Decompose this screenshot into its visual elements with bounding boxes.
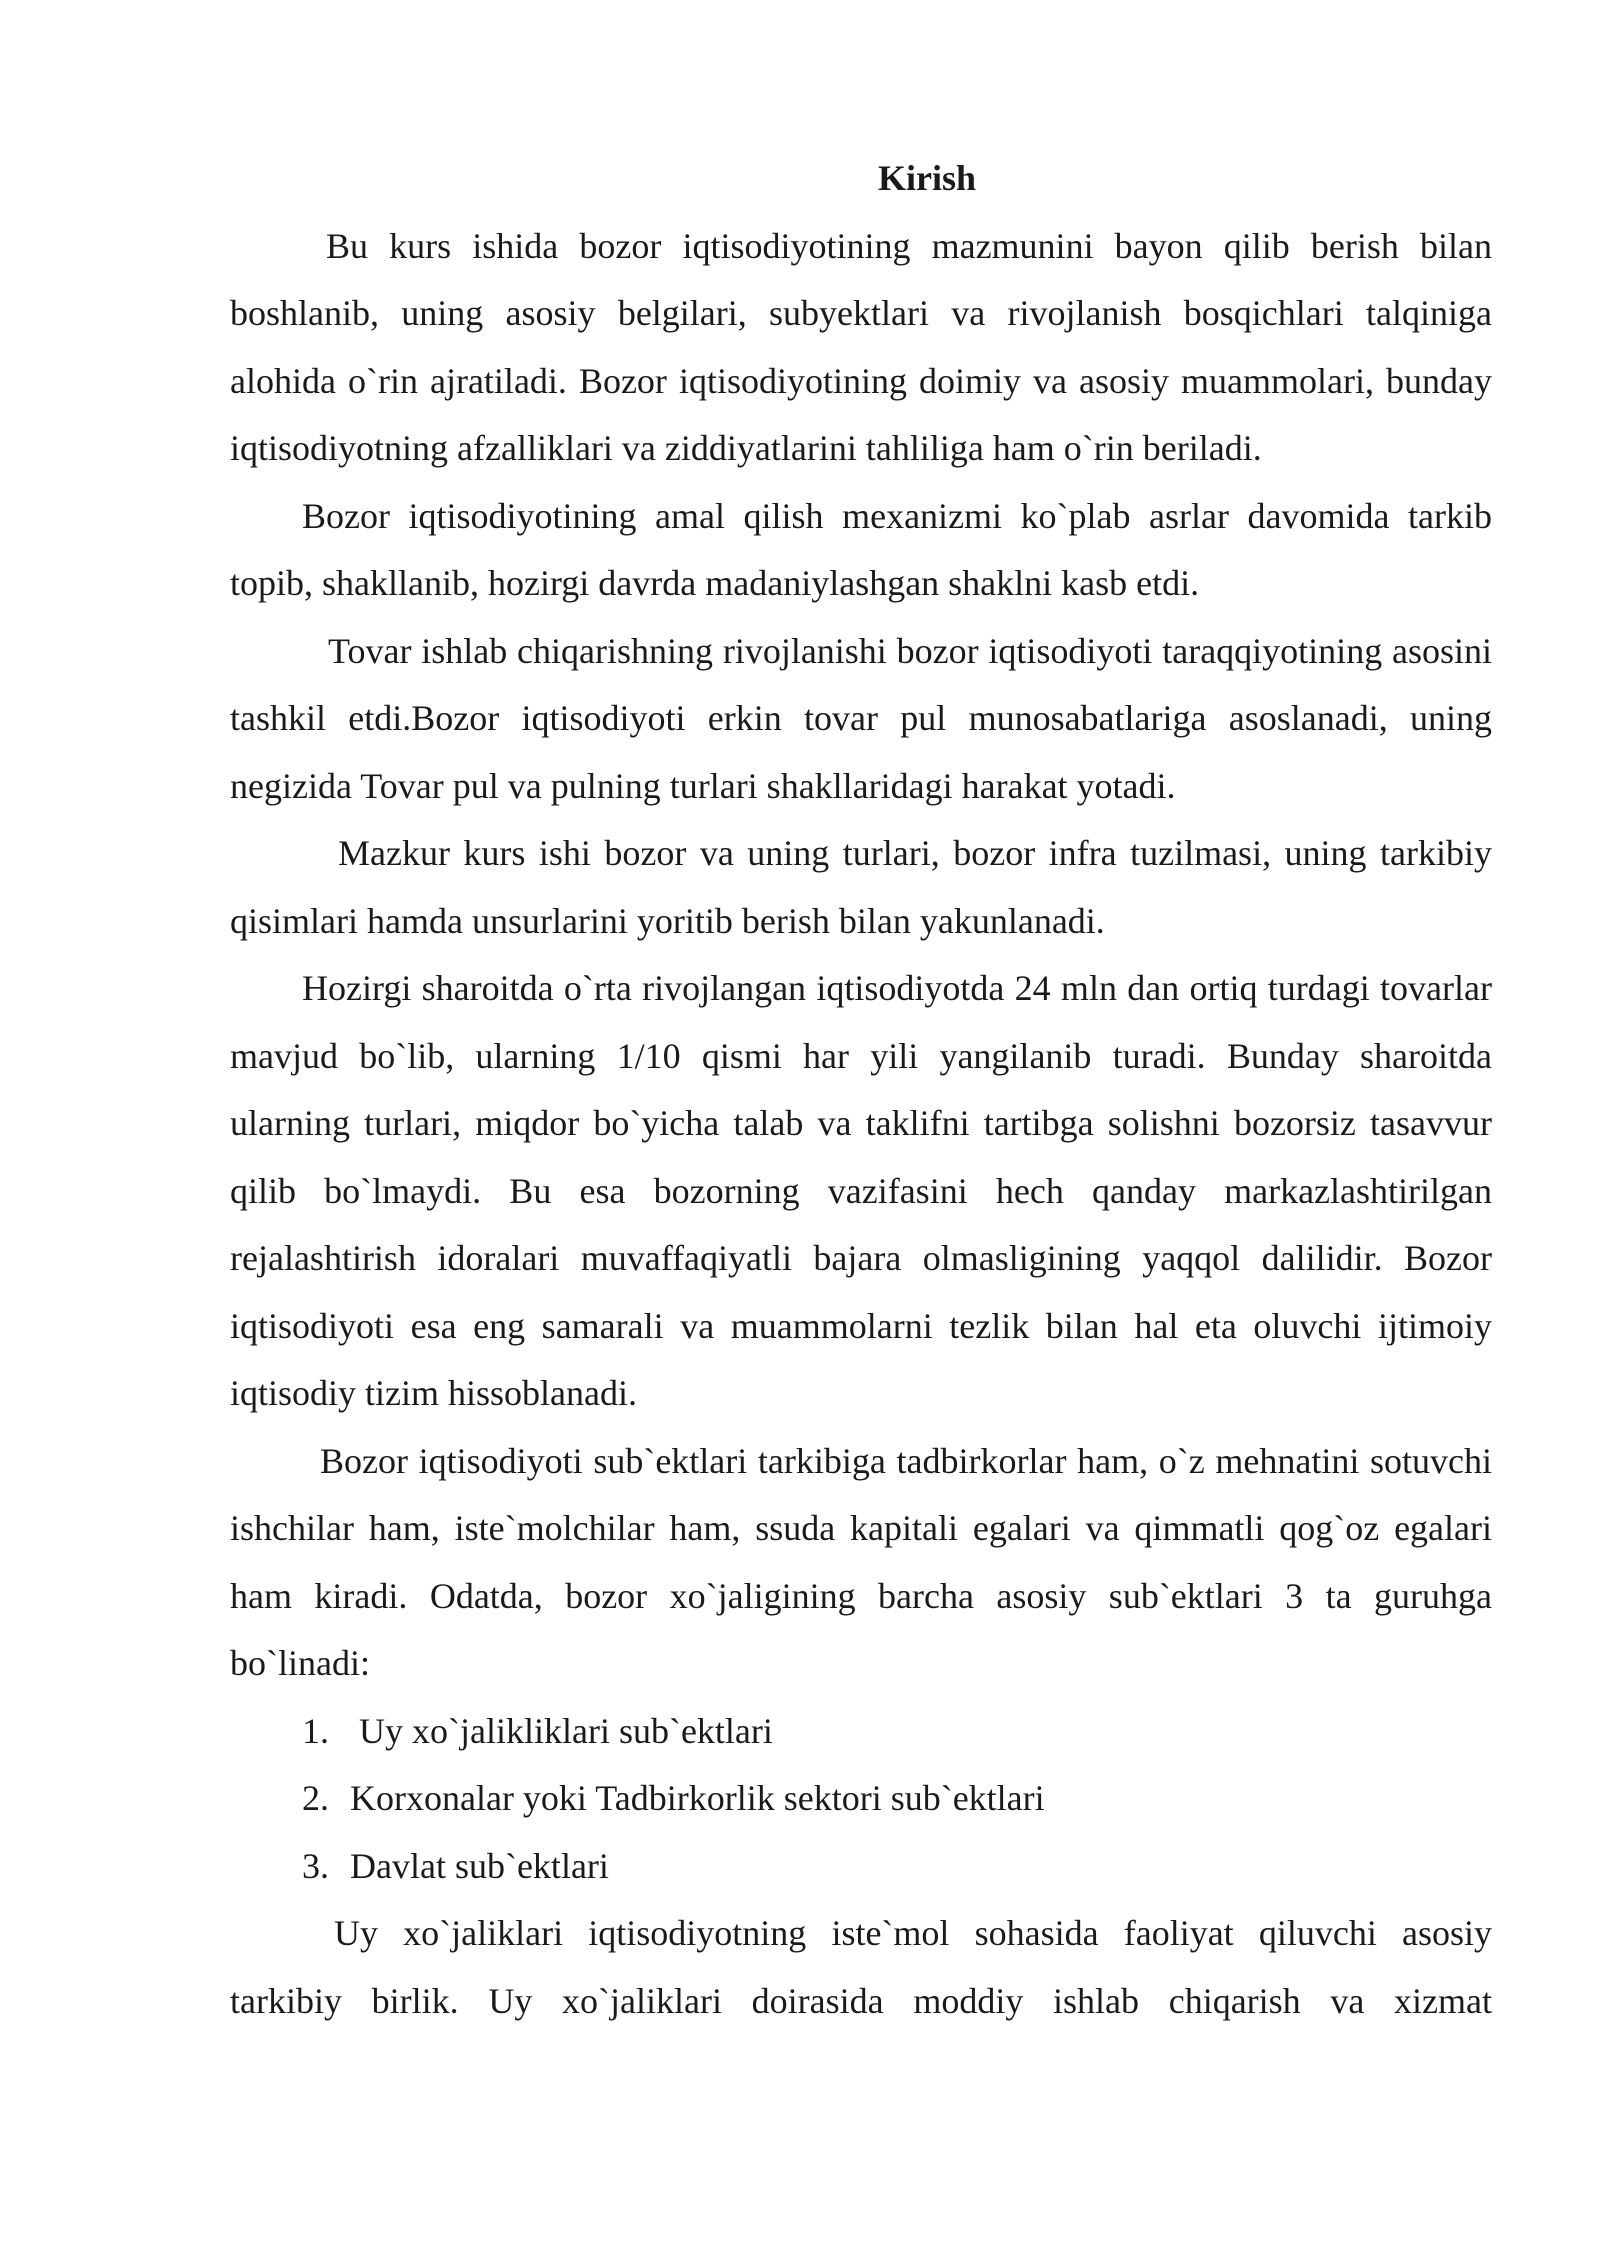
list-item: [230, 1698, 1492, 1766]
list-item: [230, 1765, 1492, 1833]
paragraph: Bu kurs ishida bozor iqtisodiyotining mazmunini bayon qilib berish bilan boshlanib, uning asosiy belgilari, subyektlari va rivojlanish bosqichlari talqiniga alohida o`rin ajratiladi. Bozor iqtisodiyotining doimiy va asosiy muammolari, bunday iqtisodiyotning afzalliklari va ziddiyatlarini tahliliga ham o`rin beriladi.: [230, 225, 1492, 468]
subjects-list: [230, 1698, 1492, 1901]
list-text: Uy xo`jalikliklari sub`ektlari: [350, 1710, 773, 1751]
list-text: Korxonalar yoki Tadbirkorlik sektori sub`ektlari: [350, 1778, 1045, 1818]
paragraph: Mazkur kurs ishi bozor va uning turlari, bozor infra tuzilmasi, uning tarkibiy qisimlari hamda unsurlarini yoritib berish bilan yakunlanadi.: [230, 833, 1492, 941]
list-number: 3.: [302, 1845, 329, 1886]
paragraph: Bozor iqtisodiyotining amal qilish mexanizmi ko`plab asrlar davomida tarkib topib, shakllanib, hozirgi davrda madaniylashgan shaklni kasb etdi.: [230, 495, 1492, 603]
list-text: Davlat sub`ektlari: [350, 1845, 609, 1886]
list-number: 1.: [302, 1710, 329, 1751]
list-number: 2.: [302, 1778, 329, 1818]
paragraph: Uy xo`jaliklari iqtisodiyotning iste`mol sohasida faoliyat qiluvchi asosiy tarkibiy birlik. Uy xo`jaliklari doirasida moddiy ishlab chiqarish va xizmat: [230, 1913, 1492, 2021]
paragraph: Hozirgi sharoitda o`rta rivojlangan iqtisodiyotda 24 mln dan ortiq turdagi tovarlar mavjud bo`lib, ularning 1/10 qismi har yili yangilanib turadi. Bunday sharoitda ularning turlari, miqdor bo`yicha talab va taklifni tartibga solishni bozorsiz tasavvur qilib bo`lmaydi. Bu esa bozorning vazifasini hech qanday markazlashtirilgan rejalashtirish idoralari muvaffaqiyatli bajara olmasligining yaqqol dalilidir. Bozor iqtisodiyoti esa eng samarali va muammolarni tezlik bilan hal eta oluvchi ijtimoiy iqtisodiy tizim hissoblanadi.: [230, 968, 1492, 1413]
document-title: Kirish: [877, 158, 976, 198]
document-page: [230, 145, 1492, 2035]
list-item: [230, 1833, 1492, 1901]
paragraph: Tovar ishlab chiqarishning rivojlanishi bozor iqtisodiyoti taraqqiyotining asosini tashkil etdi.Bozor iqtisodiyoti erkin tovar pul munosabatlariga asoslanadi, uning negizida Tovar pul va pulning turlari shakllaridagi harakat yotadi.: [230, 630, 1492, 806]
paragraph: Bozor iqtisodiyoti sub`ektlari tarkibiga tadbirkorlar ham, o`z mehnatini sotuvchi ishchilar ham, iste`molchilar ham, ssuda kapitali egalari va qimmatli qog`oz egalari ham kiradi. Odatda, bozor xo`jaligining barcha asosiy sub`ektlari 3 ta guruhga bo`linadi:: [230, 1440, 1492, 1683]
